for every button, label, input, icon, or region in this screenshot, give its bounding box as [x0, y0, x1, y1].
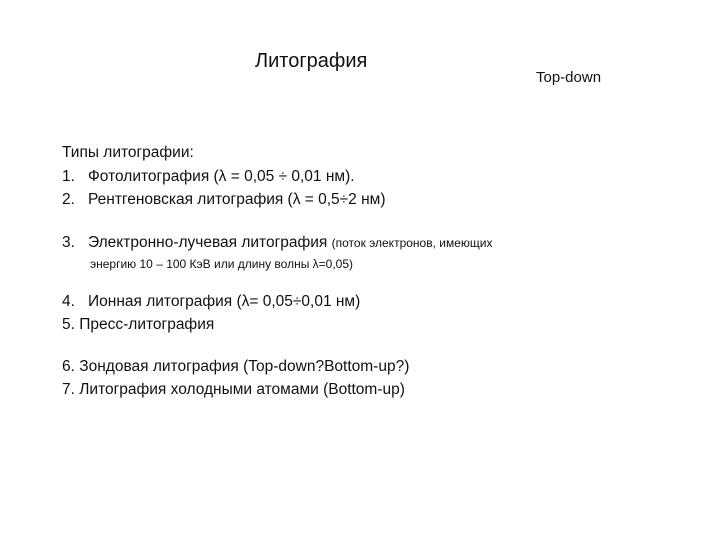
slide-title: Литография: [255, 50, 368, 72]
list-item-text: Фотолитография (λ = 0,05 ÷ 0,01 нм).: [88, 168, 355, 185]
list-item-number: 4.: [62, 293, 75, 310]
list-item-note: (поток электронов, имеющих: [331, 236, 493, 250]
list-item-number: 3.: [62, 234, 75, 251]
list-item-number: 6.: [62, 358, 75, 375]
list-item-4: [62, 292, 360, 312]
intro-line: Типы литографии:: [62, 144, 194, 161]
list-item-text: Пресс-литография: [79, 316, 215, 333]
list-item-note-continuation: энергию 10 – 100 КэВ или длину волны λ=0,05): [90, 257, 354, 271]
list-item-text: Рентгеновская литография (λ = 0,5÷2 нм): [88, 191, 386, 208]
list-item-7: [62, 380, 405, 400]
list-item-number: 5.: [62, 316, 75, 333]
list-item-number: 7.: [62, 381, 75, 398]
list-item-text: Электронно-лучевая литография: [88, 234, 328, 251]
list-item-6: [62, 357, 409, 377]
list-item-2: [62, 190, 386, 210]
list-item-number: 2.: [62, 191, 75, 208]
list-item-text: Литография холодными атомами (Bottom-up): [79, 381, 405, 398]
slide-subtitle: Top-down: [536, 69, 602, 86]
list-item-3: [62, 233, 492, 253]
list-item-text: Зондовая литография (Top-down?Bottom-up?): [79, 358, 410, 375]
list-item-5: [62, 315, 214, 335]
list-item-number: 1.: [62, 168, 75, 185]
list-item-1: [62, 167, 355, 187]
list-item-text: Ионная литография (λ= 0,05÷0,01 нм): [88, 293, 361, 310]
